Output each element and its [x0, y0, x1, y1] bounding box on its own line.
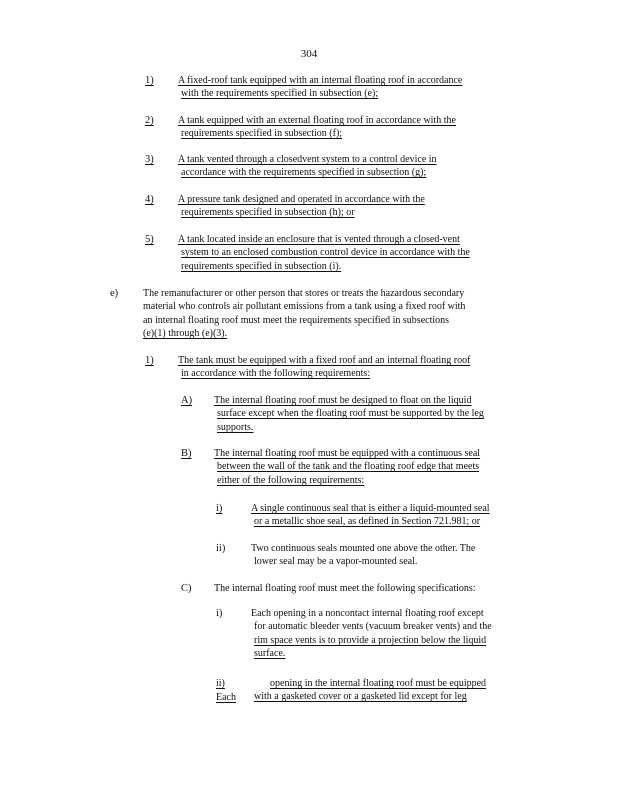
text-line: Two continuous seals mounted one above the other. The	[251, 543, 476, 554]
section-label: e)	[110, 288, 119, 299]
text-line: Each opening in a noncontact internal floating roof except	[251, 608, 484, 619]
item-label: 1)	[145, 75, 154, 86]
text-line: The internal floating roof must meet the following specifications:	[214, 583, 476, 594]
text-line: in accordance with the following requirements:	[181, 368, 371, 380]
item-label: ii)	[216, 543, 226, 554]
text-line: lower seal may be a vapor-mounted seal.	[254, 556, 418, 568]
text-line: with the requirements specified in subsection (e);	[181, 88, 379, 100]
text-line: A single continuous seal that is either a liquid-mounted seal	[251, 503, 490, 514]
text-line: requirements specified in subsection (f);	[181, 128, 343, 140]
text-line: A tank equipped with an external floating roof in accordance with the	[178, 115, 456, 126]
text-line: A pressure tank designed and operated in accordance with the	[178, 194, 425, 205]
item-label: B)	[181, 448, 192, 459]
item-label: ii) Each	[216, 678, 236, 703]
text-line: (e)(1) through (e)(3).	[143, 328, 228, 340]
text-line: surface.	[254, 648, 286, 660]
text-line: requirements specified in subsection (h); or	[181, 207, 355, 219]
text-line: rim space vents is to provide a projection below the liquid	[254, 634, 487, 646]
text-line: The internal floating roof must be equipped with a continuous seal	[214, 448, 481, 459]
item-label: A)	[181, 395, 193, 406]
text-line: A fixed-roof tank equipped with an internal floating roof in accordance	[178, 75, 463, 86]
text-line: or a metallic shoe seal, as defined in Section 721.981; or	[254, 516, 481, 528]
text-line: The remanufacturer or other person that stores or treats the hazardous secondary	[143, 288, 465, 299]
item-label: 3)	[145, 154, 154, 165]
text-line: The tank must be equipped with a fixed roof and an internal floating roof	[178, 355, 471, 366]
page-number: 304	[300, 48, 318, 60]
text-line: an internal floating roof must meet the requirements specified in subsections	[143, 314, 450, 326]
item-label: C)	[181, 583, 192, 594]
text-line: material who controls air pollutant emissions from a tank using a fixed roof with	[143, 301, 466, 313]
text-line: with a gasketed cover or a gasketed lid except for leg	[254, 691, 467, 702]
text-line: The internal floating roof must be designed to float on the liquid	[214, 395, 472, 406]
text-line: requirements specified in subsection (i).	[181, 260, 342, 272]
item-label: 5)	[145, 234, 154, 245]
text-line: surface except when the floating roof must be supported by the leg	[217, 408, 484, 420]
text-line: supports.	[217, 421, 254, 433]
item-label: 4)	[145, 194, 154, 205]
text-line: between the wall of the tank and the floating roof edge that meets	[217, 461, 480, 473]
text-line: system to an enclosed combustion control device in accordance with the	[181, 247, 470, 259]
item-label: i)	[216, 503, 223, 514]
text-line: accordance with the requirements specified in subsection (g);	[181, 167, 427, 179]
text-line: opening in the internal floating roof must be equipped	[270, 678, 487, 689]
item-label: i)	[216, 608, 223, 619]
text-line: for automatic bleeder vents (vacuum breaker vents) and the	[254, 621, 492, 633]
text-line: A tank located inside an enclosure that is vented through a closed-vent	[178, 234, 460, 245]
text-line: either of the following requirements:	[217, 474, 365, 486]
text-line: A tank vented through a closedvent system to a control device in	[178, 154, 437, 165]
item-label: 1)	[145, 355, 154, 366]
item-label: 2)	[145, 115, 154, 126]
